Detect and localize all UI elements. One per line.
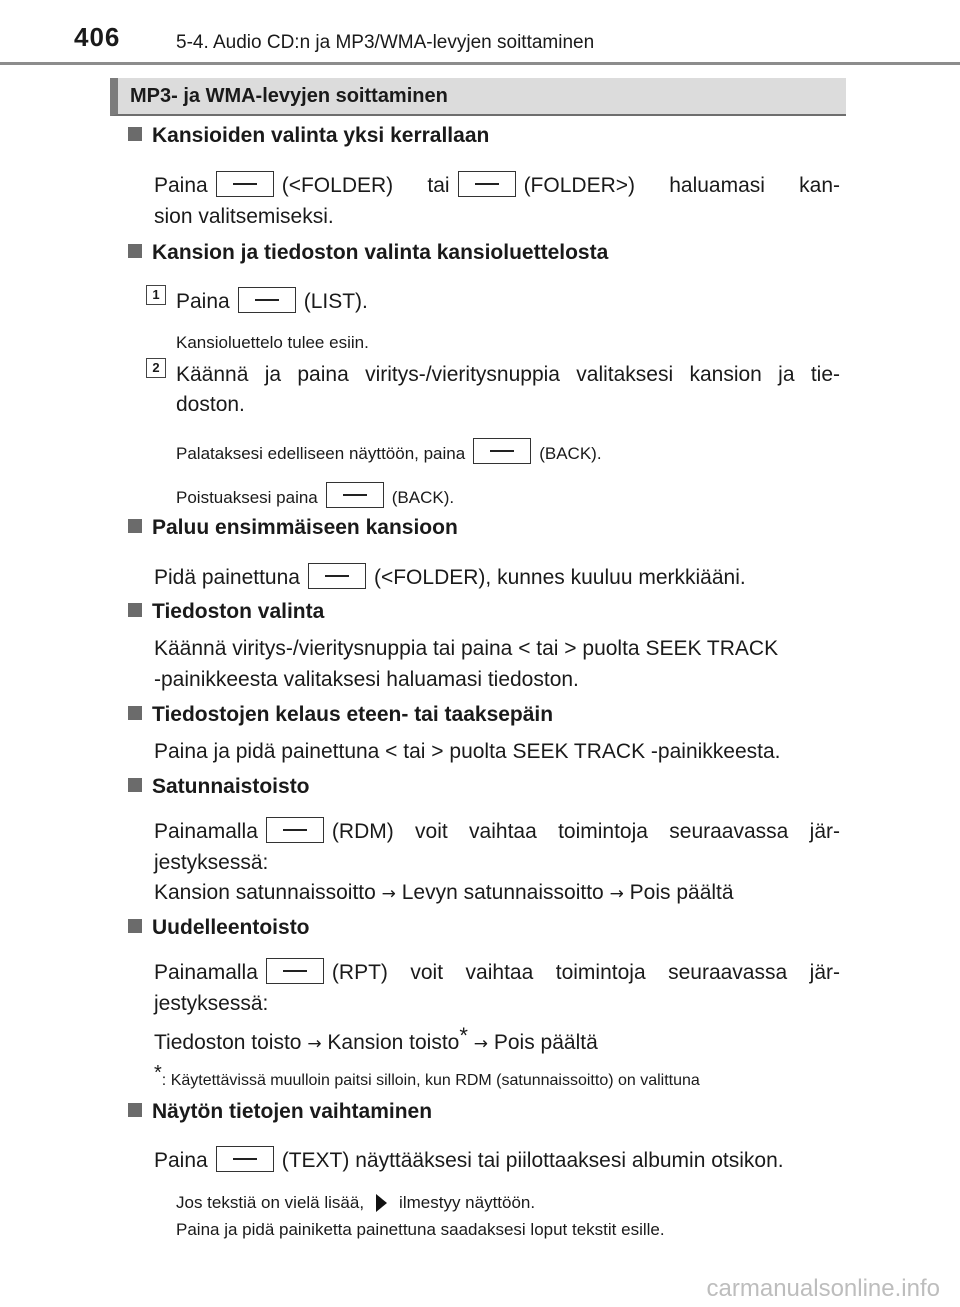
- random-text-cont: jestyksessä:: [154, 851, 269, 874]
- section-banner: [110, 78, 846, 116]
- random-text: Painamalla (RDM) voit vaihtaa toimintoja seuraavassa jär-: [154, 816, 840, 847]
- seek-text: Paina ja pidä painettuna < tai > puolta SEEK TRACK -painikkeesta.: [154, 740, 781, 763]
- first-folder-text: Pidä painettuna (<FOLDER), kunnes kuuluu merkkiääni.: [154, 562, 746, 593]
- square-bullet-icon: [128, 1103, 142, 1117]
- square-bullet-icon: [128, 706, 142, 720]
- footnote-star: *: [459, 1023, 468, 1048]
- folder-down-button-icon: [216, 171, 274, 197]
- exit-note: Poistuaksesi paina (BACK).: [176, 482, 454, 510]
- square-bullet-icon: [128, 603, 142, 617]
- heading-repeat: Uudelleentoisto: [128, 916, 310, 940]
- watermark: carmanualsonline.info: [706, 1275, 940, 1302]
- file-select-line1: Käännä viritys-/vieritysnuppia tai paina < tai > puolta SEEK TRACK: [154, 637, 779, 660]
- step1-text: Paina (LIST).: [176, 286, 368, 317]
- list-button-icon: [238, 287, 296, 313]
- back-note: Palataksesi edelliseen näyttöön, paina (BACK).: [176, 438, 602, 466]
- text-display-text: Paina (TEXT) näyttääksesi tai piilottaaksesi albumin otsikon.: [154, 1145, 784, 1176]
- square-bullet-icon: [128, 519, 142, 533]
- square-bullet-icon: [128, 244, 142, 258]
- text-display-note2: Paina ja pidä painiketta painettuna saadaksesi loput tekstit esille.: [176, 1220, 665, 1239]
- heading-list-select: Kansion ja tiedoston valinta kansioluettelosta: [128, 241, 608, 265]
- repeat-sequence: Tiedoston toisto → Kansion toisto* → Pois päältä: [154, 1023, 598, 1054]
- heading-folder-select: Kansioiden valinta yksi kerrallaan: [128, 124, 489, 148]
- folder-down-button-icon: [308, 563, 366, 589]
- arrow-right-icon: →: [609, 884, 624, 904]
- square-bullet-icon: [128, 919, 142, 933]
- text-display-note1: Jos tekstiä on vielä lisää, ilmestyy näyttöön.: [176, 1193, 536, 1212]
- repeat-text: Painamalla (RPT) voit vaihtaa toimintoja seuraavassa jär-: [154, 957, 840, 988]
- step2-text-cont: doston.: [176, 393, 245, 416]
- folder-select-text-cont: sion valitsemiseksi.: [154, 205, 334, 228]
- header-divider: [0, 62, 960, 65]
- section-title: MP3- ja WMA-levyjen soittaminen: [130, 85, 448, 107]
- step2-text: Käännä ja paina viritys-/vieritysnuppia valitaksesi kansion ja tie-: [176, 363, 840, 386]
- footnote: *: Käytettävissä muulloin paitsi silloin, kun RDM (satunnaissoitto) on valittuna: [154, 1062, 700, 1089]
- heading-random: Satunnaistoisto: [128, 775, 310, 799]
- rpt-button-icon: [266, 958, 324, 984]
- repeat-text-cont: jestyksessä:: [154, 992, 269, 1015]
- folder-select-text: Paina (<FOLDER) tai (FOLDER>) haluamasi kan-: [154, 170, 840, 201]
- more-text-icon: [376, 1194, 387, 1212]
- heading-seek: Tiedostojen kelaus eteen- tai taaksepäin: [128, 703, 553, 727]
- arrow-right-icon: →: [307, 1034, 322, 1054]
- rdm-button-icon: [266, 817, 324, 843]
- step-number-1: 1: [146, 285, 166, 305]
- text-button-icon: [216, 1146, 274, 1172]
- random-sequence: Kansion satunnaissoitto → Levyn satunnaissoitto → Pois päältä: [154, 881, 734, 904]
- folder-up-button-icon: [458, 171, 516, 197]
- step-number-2: 2: [146, 358, 166, 378]
- back-button-icon: [473, 438, 531, 464]
- back-button-icon: [326, 482, 384, 508]
- arrow-right-icon: →: [473, 1034, 488, 1054]
- step1-note: Kansioluettelo tulee esiin.: [176, 333, 369, 352]
- arrow-right-icon: →: [381, 884, 396, 904]
- heading-first-folder: Paluu ensimmäiseen kansioon: [128, 516, 458, 540]
- page-number: 406: [74, 22, 121, 52]
- file-select-line2: -painikkeesta valitaksesi haluamasi tiedoston.: [154, 668, 579, 691]
- square-bullet-icon: [128, 778, 142, 792]
- chapter-title: 5-4. Audio CD:n ja MP3/WMA-levyjen soittaminen: [176, 32, 595, 53]
- square-bullet-icon: [128, 127, 142, 141]
- heading-file-select: Tiedoston valinta: [128, 600, 324, 624]
- heading-text-display: Näytön tietojen vaihtaminen: [128, 1100, 432, 1124]
